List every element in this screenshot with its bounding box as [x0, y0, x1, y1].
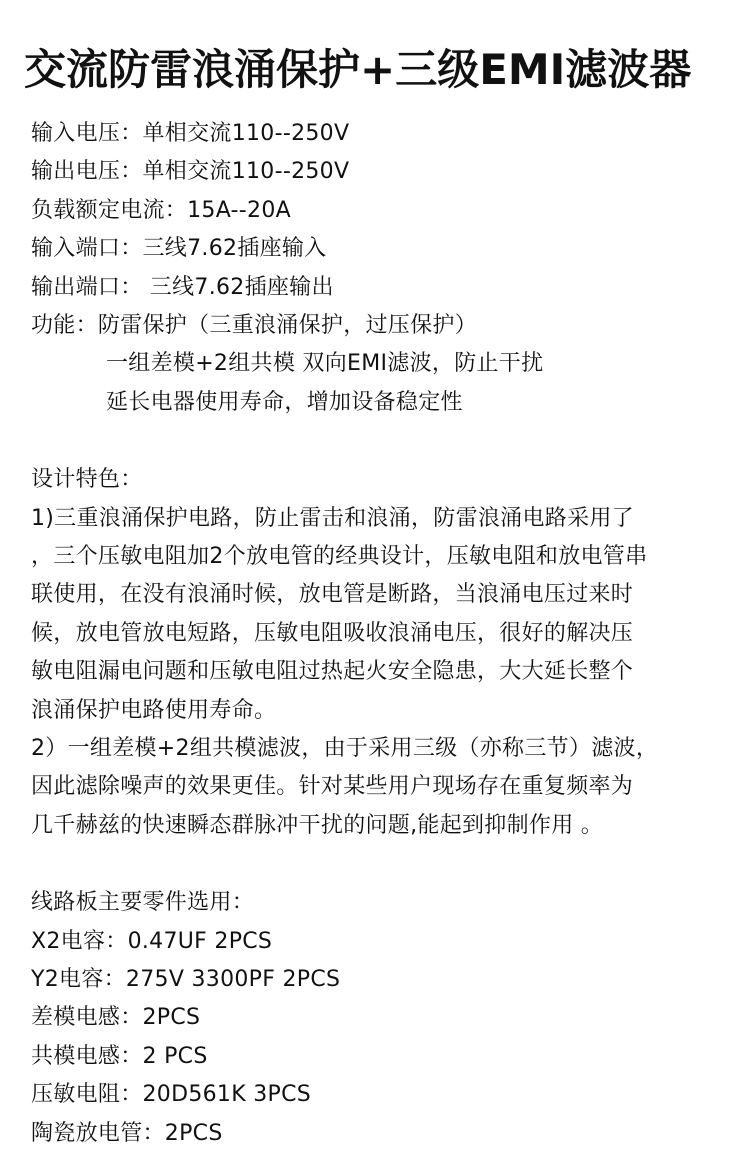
spec-input-voltage: 输入电压：单相交流110--250V — [31, 121, 350, 146]
design-line: 敏电阻漏电问题和压敏电阻过热起火安全隐患，大大延长整个 — [31, 659, 634, 684]
spec-output-port: 输出端口： 三线7.62插座输出 — [31, 275, 334, 300]
design-line: 2）一组差模+2组共模滤波，由于采用三级（亦称三节）滤波， — [31, 736, 659, 761]
design-line: ，三个压敏电阻加2个放电管的经典设计，压敏电阻和放电管串 — [31, 544, 648, 569]
spec-function-line-2: 一组差模+2组共模 双向EMI滤波，防止干扰 — [106, 351, 544, 376]
design-line: 浪涌保护电路使用寿命。 — [31, 698, 277, 723]
design-line: 几千赫兹的快速瞬态群脉冲干扰的问题,能起到抑制作用 。 — [31, 813, 604, 838]
part-varistor: 压敏电阻：20D561K 3PCS — [31, 1082, 312, 1107]
part-x2-capacitor: X2电容：0.47UF 2PCS — [31, 929, 273, 954]
spec-function-line-3: 延长电器使用寿命，增加设备稳定性 — [106, 390, 463, 415]
spec-function: 功能：防雷保护（三重浪涌保护，过压保护） — [31, 313, 478, 338]
design-line: 因此滤除噪声的效果更佳。针对某些用户现场存在重复频率为 — [31, 774, 634, 799]
design-line: 1)三重浪涌保护电路，防止雷击和浪涌，防雷浪涌电路采用了 — [31, 506, 634, 531]
design-heading: 设计特色： — [31, 467, 143, 492]
spec-input-port: 输入端口：三线7.62插座输入 — [31, 236, 327, 261]
part-differential-inductor: 差模电感：2PCS — [31, 1005, 201, 1030]
design-line: 候，放电管放电短路，压敏电阻吸收浪涌电压，很好的解决压 — [31, 621, 634, 646]
parts-heading: 线路板主要零件选用： — [31, 890, 255, 915]
part-gas-discharge-tube: 陶瓷放电管：2PCS — [31, 1121, 223, 1146]
part-common-mode-inductor: 共模电感：2 PCS — [31, 1044, 208, 1069]
design-line: 联使用，在没有浪涌时候，放电管是断路，当浪涌电压过来时 — [31, 582, 634, 607]
page-title: 交流防雷浪涌保护+三级EMI滤波器 — [24, 45, 692, 94]
spec-load-current: 负载额定电流：15A--20A — [31, 198, 291, 223]
spec-output-voltage: 输出电压：单相交流110--250V — [31, 159, 350, 184]
part-y2-capacitor: Y2电容：275V 3300PF 2PCS — [31, 967, 341, 992]
